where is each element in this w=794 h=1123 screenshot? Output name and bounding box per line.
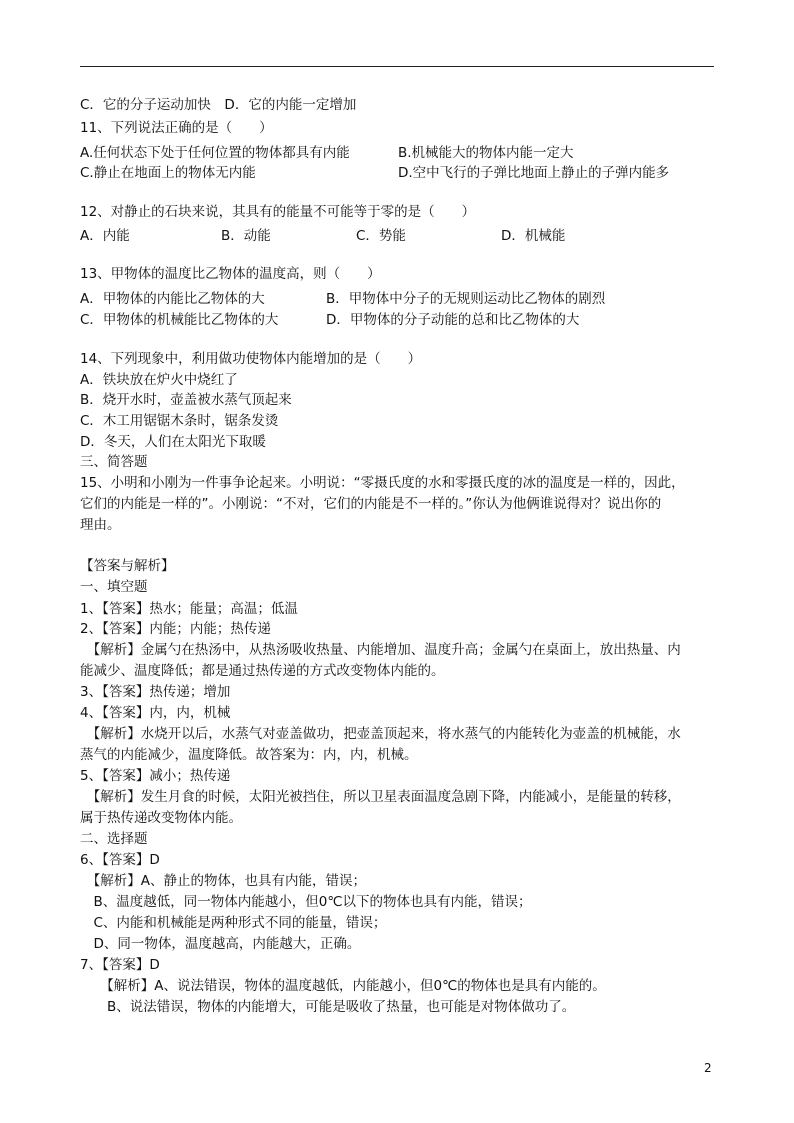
text-line: D．冬天，人们在太阳光下取暖 (80, 434, 266, 450)
text-line: 1、【答案】热水；能量；高温；低温 (80, 601, 298, 617)
text-line: 三、简答题 (80, 454, 148, 470)
text-line: B、温度越低，同一物体内能越小，但0℃以下的物体也具有内能，错误； (80, 894, 532, 910)
text-line: C．它的分子运动加快 D．它的内能一定增加 (80, 97, 357, 113)
header-rule (80, 66, 714, 67)
text-line: 二、选择题 (80, 831, 148, 847)
text-line: 7、【答案】D (80, 957, 160, 973)
text-line: 一、填空题 (80, 579, 148, 595)
text-line: 14、下列现象中，利用做功使物体内能增加的是（ ） (80, 351, 422, 367)
option-text: B．甲物体中分子的无规则运动比乙物体的剧烈 (326, 291, 606, 307)
text-line: 5、【答案】减小；热传递 (80, 768, 231, 784)
text-line: 它们的内能是一样的”。小刚说：“不对，它们的内能是不一样的。”你认为他俩谁说得对？说出你的 (80, 496, 662, 512)
text-line: B、说法错误，物体的内能增大，可能是吸收了热量，也可能是对物体做功了。 (80, 999, 576, 1015)
text-line: C、内能和机械能是两种形式不同的能量，错误； (80, 915, 387, 931)
text-line: 12、对静止的石块来说，其具有的能量不可能等于零的是（ ） (80, 204, 476, 220)
option-text: D．甲物体的分子动能的总和比乙物体的大 (326, 312, 580, 328)
text-line: C．木工用锯锯木条时，锯条发烫 (80, 413, 279, 429)
option-text: A．甲物体的内能比乙物体的大 (80, 291, 265, 307)
option-text: D．机械能 (501, 228, 566, 244)
option-text: C.静止在地面上的物体无内能 (80, 165, 256, 181)
text-line: A．铁块放在炉火中烧红了 (80, 372, 238, 388)
text-line: 能减少、温度降低；都是通过热传递的方式改变物体内能的。 (80, 663, 445, 679)
option-text: D.空中飞行的子弹比地面上静止的子弹内能多 (398, 165, 670, 181)
text-line: 6、【答案】D (80, 852, 160, 868)
text-line: 【解析】A、说法错误，物体的温度越低，内能越小，但0℃的物体也是具有内能的。 (80, 978, 606, 994)
option-text: C．甲物体的机械能比乙物体的大 (80, 312, 279, 328)
text-line: 【解析】水烧开以后，水蒸气对壶盖做功，把壶盖顶起来，将水蒸气的内能转化为壶盖的机械能，水 (80, 726, 681, 742)
page-number: 2 (704, 1061, 712, 1075)
text-line: 蒸气的内能减少，温度降低。故答案为：内，内，机械。 (80, 747, 418, 763)
text-line: B．烧开水时，壶盖被水蒸气顶起来 (80, 392, 292, 408)
text-line: 【答案与解析】 (80, 558, 175, 574)
option-text: B．动能 (221, 228, 271, 244)
text-line: 15、小明和小刚为一件事争论起来。小明说：“零摄氏度的水和零摄氏度的冰的温度是一样的，因此， (80, 475, 685, 491)
text-line: 4、【答案】内，内，机械 (80, 705, 231, 721)
option-text: C．势能 (356, 228, 406, 244)
text-line: 2、【答案】内能；内能；热传递 (80, 621, 271, 637)
text-line: 【解析】发生月食的时候，太阳光被挡住，所以卫星表面温度急剧下降，内能减小，是能量的转移， (80, 789, 681, 805)
text-line: 理由。 (80, 517, 121, 533)
text-line: D、同一物体，温度越高，内能越大，正确。 (80, 936, 361, 952)
text-line: 【解析】金属勺在热汤中，从热汤吸收热量、内能增加、温度升高；金属勺在桌面上，放出热量、内 (80, 642, 681, 658)
text-line: 属于热传递改变物体内能。 (80, 810, 242, 826)
text-line: 13、甲物体的温度比乙物体的温度高，则（ ） (80, 266, 381, 282)
text-line: 11、下列说法正确的是（ ） (80, 120, 273, 136)
text-line: 3、【答案】热传递；增加 (80, 684, 231, 700)
text-line: 【解析】A、静止的物体，也具有内能，错误； (80, 873, 366, 889)
option-text: B.机械能大的物体内能一定大 (398, 145, 574, 161)
option-text: A．内能 (80, 228, 130, 244)
option-text: A.任何状态下处于任何位置的物体都具有内能 (80, 145, 350, 161)
